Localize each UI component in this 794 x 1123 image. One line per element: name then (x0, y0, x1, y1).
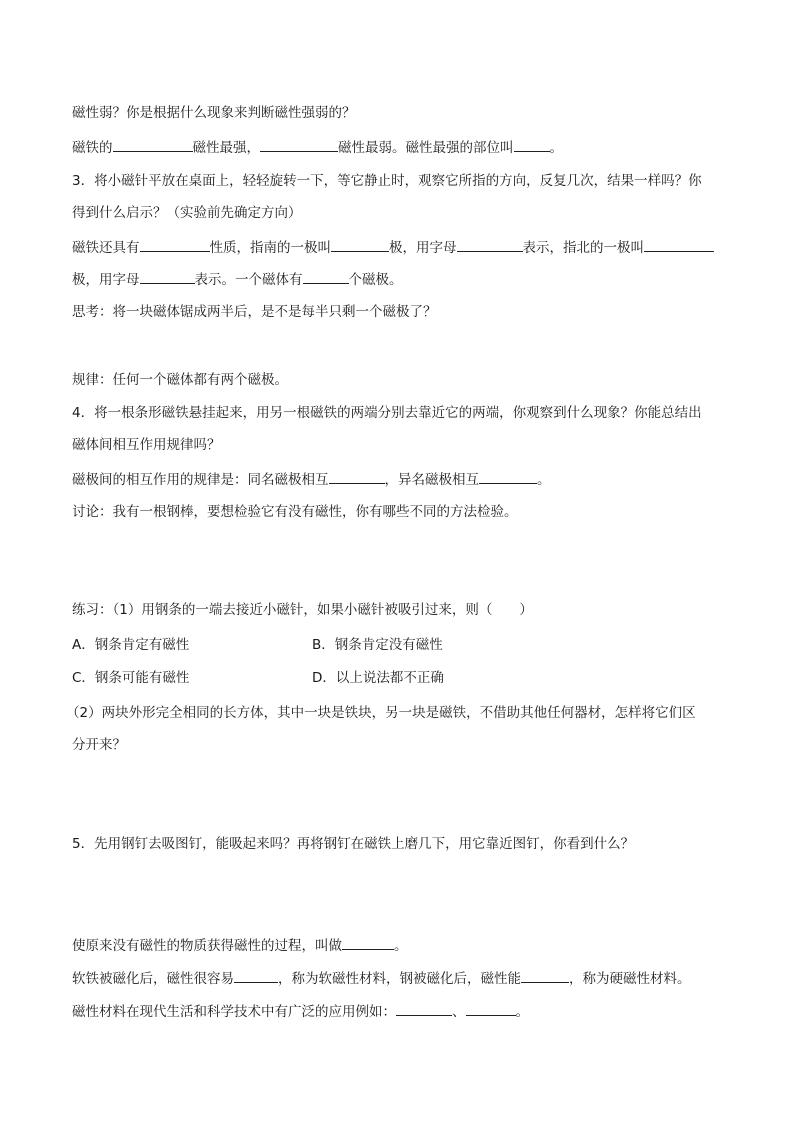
text-line: 讨论：我有一根钢棒，要想检验它有没有磁性，你有哪些不同的方法检验。 (72, 504, 518, 520)
text-line: 磁性弱？你是根据什么现象来判断磁性强弱的？ (72, 105, 356, 121)
answer-blank[interactable] (140, 269, 195, 284)
answer-blank[interactable] (521, 968, 569, 983)
answer-blank[interactable] (466, 1001, 516, 1016)
answer-blank[interactable] (140, 237, 210, 252)
fill-in-line: 使原来没有磁性的物质获得磁性的过程，叫做 。 (72, 935, 408, 956)
fill-in-line: 磁性材料在现代生活和科学技术中有广泛的应用例如： 、 。 (72, 1001, 529, 1022)
answer-blank[interactable] (396, 1001, 452, 1016)
text-line: 磁体间相互作用规律吗？ (72, 437, 221, 453)
exercise-1: 练习：（1）用钢条的一端去接近小磁针，如果小磁针被吸引过来，则（ ） (72, 602, 533, 618)
exercise-2: （2）两块外形完全相同的长方体，其中一块是铁块，另一块是磁铁，不借助其他任何器材，怎样将它们区 (66, 705, 696, 721)
answer-blank[interactable] (303, 269, 349, 284)
answer-blank[interactable] (260, 137, 338, 152)
fill-in-line: 磁铁的 磁性最强， 磁性最弱。磁性最强的部位叫 。 (72, 137, 563, 158)
text-line: 得到什么启示？（实验前先确定方向） (72, 205, 302, 221)
answer-blank[interactable] (331, 237, 389, 252)
fill-in-line: 磁极间的相互作用的规律是：同名磁极相互 ，异名磁极相互 。 (72, 469, 551, 490)
answer-blank[interactable] (113, 137, 193, 152)
answer-blank[interactable] (514, 137, 550, 152)
text-line: 思考：将一块磁体锯成两半后，是不是每半只剩一个磁极了？ (72, 304, 437, 320)
option-b[interactable]: B．钢条肯定没有磁性 (312, 637, 443, 653)
fill-in-line: 磁铁还具有 性质，指南的一极叫 极，用字母 表示，指北的一极叫 (72, 237, 714, 258)
question-3: 3．将小磁针平放在桌面上，轻轻旋转一下，等它静止时，观察它所指的方向，反复几次，结果一样吗？你 (72, 173, 702, 189)
question-5: 5．先用钢钉去吸图钉，能吸起来吗？再将钢钉在磁铁上磨几下，用它靠近图钉，你看到什么？ (72, 836, 635, 852)
option-d[interactable]: D．以上说法都不正确 (312, 670, 444, 686)
answer-blank[interactable] (342, 935, 394, 950)
question-4: 4．将一根条形磁铁悬挂起来，用另一根磁铁的两端分别去靠近它的两端，你观察到什么现象？你能总结出 (72, 405, 702, 421)
answer-blank[interactable] (479, 469, 537, 484)
answer-blank[interactable] (329, 469, 385, 484)
answer-blank[interactable] (644, 237, 714, 252)
text-line: 分开来？ (72, 737, 126, 753)
option-a[interactable]: A．钢条肯定有磁性 (72, 637, 190, 653)
answer-blank[interactable] (457, 237, 523, 252)
text-line: 规律：任何一个磁体都有两个磁极。 (72, 372, 288, 388)
fill-in-line: 软铁被磁化后，磁性很容易 ，称为软磁性材料，钢被磁化后，磁性能 ，称为硬磁性材料。 (72, 968, 691, 989)
fill-in-line: 极，用字母 表示。一个磁体有 个磁极。 (72, 269, 403, 290)
answer-blank[interactable] (234, 968, 278, 983)
option-c[interactable]: C．钢条可能有磁性 (72, 670, 190, 686)
